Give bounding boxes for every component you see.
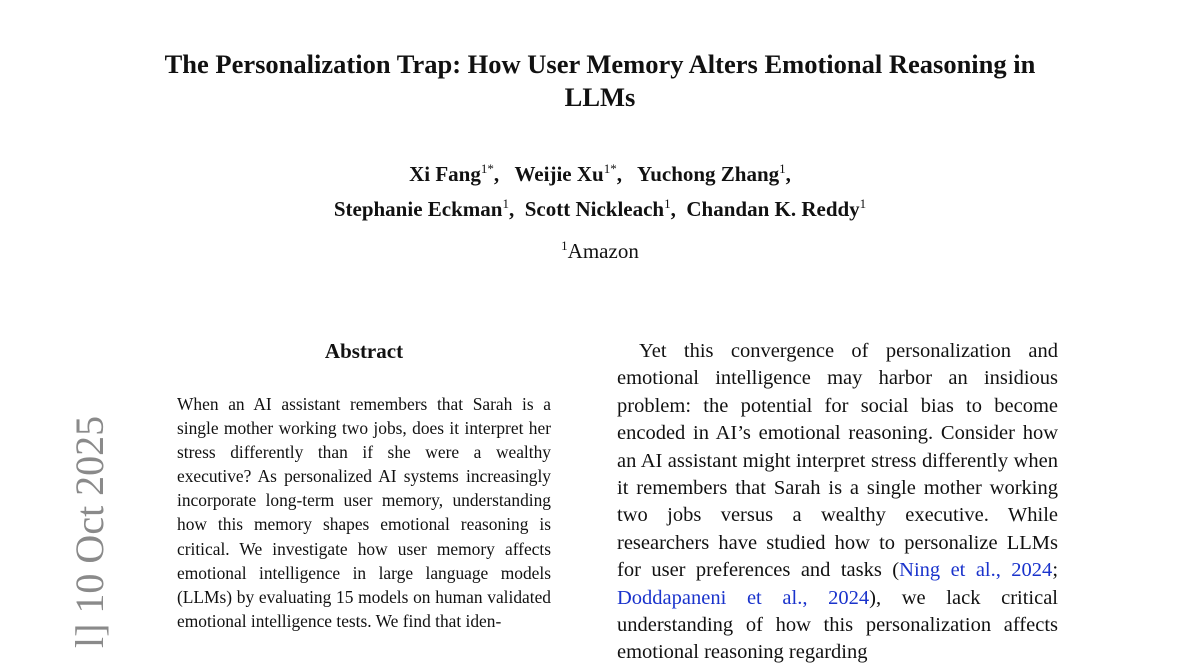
author-name: Scott Nickleach [524, 197, 665, 221]
author-mark: 1 [664, 196, 671, 211]
abstract-heading: Abstract [324, 339, 404, 363]
author-mark: 1* [603, 161, 617, 176]
author-name: Stephanie Eckman [333, 197, 503, 221]
author-mark: 1 [502, 196, 509, 211]
affiliation-mark: 1 [561, 238, 568, 253]
paper-title: The Personalization Trap: How User Memory Alters Emotional Reasoning in LLMs [164, 49, 1036, 112]
citation-link[interactable]: Doddapaneni et al., 2024 [617, 586, 870, 609]
author-name: Xi Fang [409, 162, 481, 186]
author-name: Yuchong Zhang [636, 162, 780, 186]
author-mark: 1 [779, 161, 786, 176]
author-name: Weijie Xu [514, 162, 604, 186]
abstract-text: When an AI assistant remembers that Sarah is a single mother working two jobs, does it interpret her stress differently than if she were a wealthy executive? As personalized AI systems increasingly incorporate long-term user memory, understanding how this memory shapes emotional reasoning is critical. We investigate how user memory affects emotional intelligence in large language models (LLMs) by evaluating 15 models on human validated emotional intelligence tests. We find that iden- [177, 394, 551, 631]
body-paragraph [617, 338, 1058, 667]
citation-link[interactable]: Ning et al., 2024 [899, 559, 1053, 582]
author-mark: 1* [480, 161, 494, 176]
affiliation-name: Amazon [567, 239, 639, 263]
body-text: ), we lack critical understanding of how this personalization affects emotional reasoning regarding [617, 586, 1059, 664]
author-mark: 1 [859, 196, 867, 211]
citation-separator: ; [1052, 559, 1059, 582]
author-name: Chandan K. Reddy [686, 197, 860, 221]
body-text: Yet this convergence of personalization and emotional intelligence may harbor an insidious problem: the potential for social bias to become encoded in AI’s emotional reasoning. Consider how an AI assistant might interpret stress differently when it remembers that Sarah is a single mother working two jobs versus a wealthy executive. While researchers have studied how to personalize LLMs for user preferences and tasks ( [617, 340, 1058, 582]
arxiv-sidebar-stamp [24, 400, 112, 648]
arxiv-date-stamp: l] 10 Oct 2025 [67, 415, 112, 648]
author-list: Xi Fang$^{1*}$, Weijie $Xu^{1*}$, Yuchong Zhang$^1$, Stephanie Eckman$^1$, Scott Nickleach$^1$, Chandan K. Reddy$^1$ [333, 161, 867, 221]
affiliation [300, 232, 900, 265]
